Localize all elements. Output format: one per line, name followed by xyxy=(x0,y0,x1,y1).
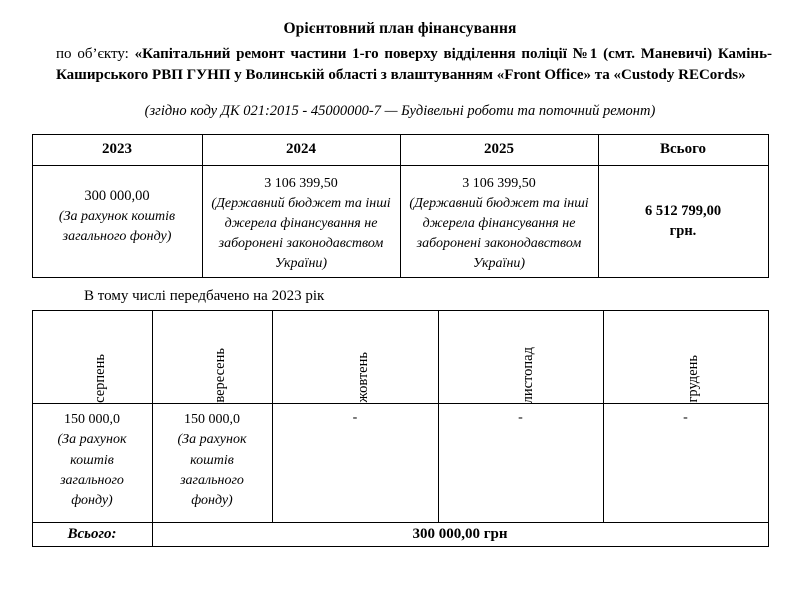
cell-total xyxy=(598,165,768,277)
month-value-serpen xyxy=(32,403,152,522)
month-header-label: вересень xyxy=(211,348,228,403)
object-text: «Капітальний ремонт частини 1-го поверху відділення поліції №1 (смт. Маневичі) Камінь-Каширського РВП ГУНП у Волинській області з влаштуванням «Front Office» та «Custody RECords» xyxy=(56,46,773,84)
month-header-zhovten xyxy=(272,310,438,403)
month-header-label: серпень xyxy=(91,354,108,403)
month-value-amount: 150 000,0 xyxy=(184,411,240,427)
month-value-note: (За рахунок коштів загального фонду) xyxy=(177,432,247,509)
month-total-label: Всього: xyxy=(32,522,152,546)
column-header-2025: 2025 xyxy=(400,134,598,165)
subtitle-2023: В тому числі передбачено на 2023 рік xyxy=(84,287,325,304)
month-header-veresen xyxy=(152,310,272,403)
month-value-lystopad: - xyxy=(438,403,603,522)
cell-total-unit: грн. xyxy=(669,223,697,240)
month-header-lystopad xyxy=(438,310,603,403)
column-header-2024: 2024 xyxy=(202,134,400,165)
month-header-row xyxy=(32,310,768,403)
month-header-gruden xyxy=(603,310,768,403)
dk-code-line: (згідно коду ДК 021:2015 - 45000000-7 — Будівельні роботи та поточний ремонт) xyxy=(144,102,656,119)
cell-2023-note: (За рахунок коштів загального фонду) xyxy=(58,209,176,245)
table-header-row xyxy=(32,134,768,165)
month-header-serpen xyxy=(32,310,152,403)
cell-2023 xyxy=(32,165,202,277)
object-description xyxy=(56,44,772,87)
cell-2024 xyxy=(202,165,400,277)
month-value-amount: 150 000,0 xyxy=(64,411,120,427)
month-total-row xyxy=(32,522,768,546)
table-row xyxy=(32,165,768,277)
month-value-note: (За рахунок коштів загального фонду) xyxy=(57,432,127,509)
cell-2025-amount: 3 106 399,50 xyxy=(462,175,536,191)
column-header-total: Всього xyxy=(598,134,768,165)
cell-total-amount: 6 512 799,00 xyxy=(644,202,722,219)
monthly-breakdown-table xyxy=(32,310,769,547)
month-value-gruden: - xyxy=(603,403,768,522)
month-total-value: 300 000,00 грн xyxy=(152,522,768,546)
cell-2024-amount: 3 106 399,50 xyxy=(264,175,338,191)
month-header-label: листопад xyxy=(520,346,536,403)
month-values-row xyxy=(32,403,768,522)
object-label: по об’єкту: xyxy=(56,46,129,62)
column-header-2023: 2023 xyxy=(32,134,202,165)
month-value-zhovten: - xyxy=(272,403,438,522)
cell-2024-note: (Державний бюджет та інші джерела фінансування не заборонені законодавством України) xyxy=(211,196,391,272)
cell-2025 xyxy=(400,165,598,277)
cell-2023-amount: 300 000,00 xyxy=(84,187,150,204)
page-title: Орієнтовний план фінансування xyxy=(283,20,517,37)
month-header-label: жовтень xyxy=(354,352,371,403)
financing-plan-table xyxy=(32,134,769,278)
month-header-label: грудень xyxy=(685,355,701,403)
cell-2025-note: (Державний бюджет та інші джерела фінансування не заборонені законодавством України) xyxy=(409,196,589,272)
month-value-veresen xyxy=(152,403,272,522)
